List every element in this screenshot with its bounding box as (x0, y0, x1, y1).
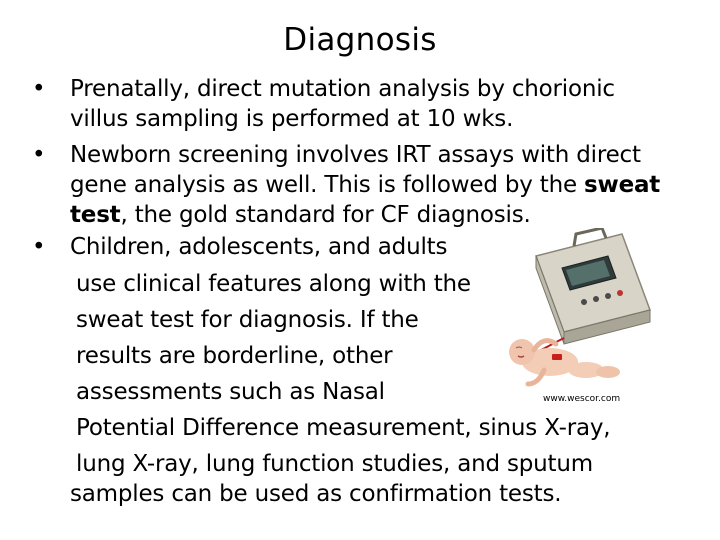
bullet-3-line-4: results are borderline, other (76, 343, 393, 369)
bullet-3-line-7: lung X-ray, lung function studies, and sputum (76, 451, 593, 477)
sweat-test-device-image (504, 228, 654, 400)
bullet-3-line-5: assessments such as Nasal (76, 379, 385, 405)
image-credit: www.wescor.com (543, 394, 621, 404)
bullet-1-line-1: Prenatally, direct mutation analysis by chorionic (70, 76, 615, 102)
bullet-1-line-2: villus sampling is performed at 10 wks. (70, 106, 514, 132)
bullet-3-line-8: samples can be used as confirmation tests. (70, 481, 562, 507)
test-bold: test (70, 202, 121, 228)
bullet-marker: • (32, 142, 46, 168)
bullet-2-line-2-text: gene analysis as well. This is followed by the (70, 172, 585, 198)
bullet-2-line-3-text: , the gold standard for CF diagnosis. (120, 202, 531, 228)
infant-figure (509, 339, 620, 384)
slide-title: Diagnosis (283, 22, 437, 58)
bullet-3-line-3: sweat test for diagnosis. If the (76, 307, 419, 333)
bullet-2-line-2 (70, 170, 660, 200)
bullet-3-line-6: Potential Difference measurement, sinus X-ray, (76, 415, 611, 441)
bullet-3-line-1: Children, adolescents, and adults (70, 234, 448, 260)
bullet-2-line-1: Newborn screening involves IRT assays with direct (70, 142, 641, 168)
bullet-marker: • (32, 76, 46, 102)
bullet-marker: • (32, 234, 46, 260)
bullet-3-line-2: use clinical features along with the (76, 271, 471, 297)
sweat-bold: sweat (584, 172, 661, 198)
sweat-test-device (526, 228, 650, 353)
bullet-2-line-3 (70, 200, 531, 230)
